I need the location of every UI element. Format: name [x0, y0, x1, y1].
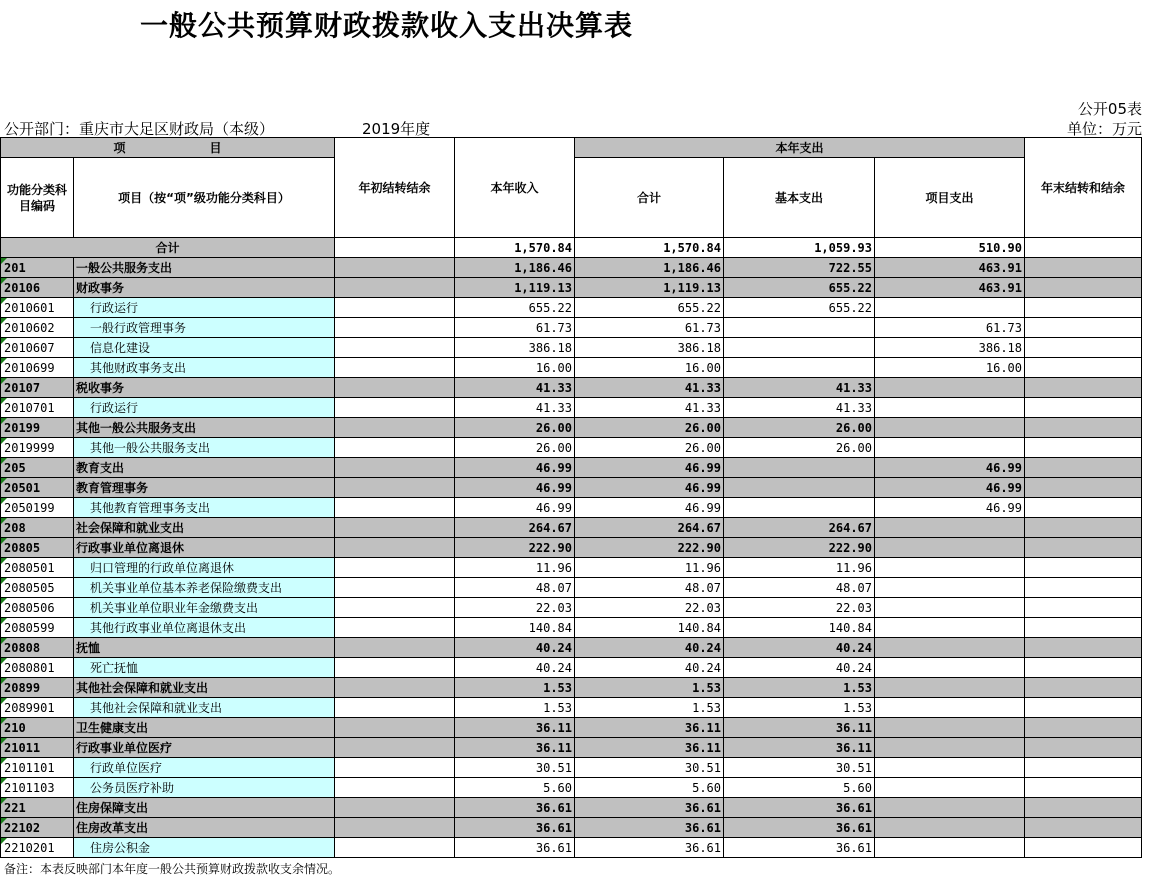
- table-row: [1, 558, 1142, 578]
- budget-table: [0, 137, 1142, 858]
- row-project: [875, 398, 1025, 418]
- row-exp-total: 46.99: [575, 458, 724, 478]
- row-income: 46.99: [455, 478, 575, 498]
- row-income: 41.33: [455, 378, 575, 398]
- row-code: 2210201: [1, 838, 74, 858]
- table-row: [1, 738, 1142, 758]
- row-end: [1025, 758, 1142, 778]
- row-basic: 26.00: [724, 418, 875, 438]
- table-row: [1, 618, 1142, 638]
- row-exp-total: 36.61: [575, 818, 724, 838]
- row-code: 2010699: [1, 358, 74, 378]
- row-name: 死亡抚恤: [74, 658, 335, 678]
- row-end: [1025, 498, 1142, 518]
- row-code: 20808: [1, 638, 74, 658]
- row-income: 26.00: [455, 438, 575, 458]
- row-basic: 140.84: [724, 618, 875, 638]
- row-begin: [335, 598, 455, 618]
- table-row: [1, 698, 1142, 718]
- header-begin-balance: 年初结转结余: [335, 138, 455, 238]
- row-exp-total: 61.73: [575, 318, 724, 338]
- footnote: 备注：本表反映部门本年度一般公共预算财政拨款收支余情况。: [4, 862, 341, 876]
- row-code: 21011: [1, 738, 74, 758]
- row-income: 46.99: [455, 498, 575, 518]
- row-code: 2101103: [1, 778, 74, 798]
- row-begin: [335, 338, 455, 358]
- table-row: [1, 478, 1142, 498]
- row-exp-total: 36.61: [575, 798, 724, 818]
- table-row: [1, 578, 1142, 598]
- row-code: 22102: [1, 818, 74, 838]
- row-code: 205: [1, 458, 74, 478]
- row-basic: [724, 358, 875, 378]
- row-begin: [335, 538, 455, 558]
- row-code: 20899: [1, 678, 74, 698]
- row-begin: [335, 618, 455, 638]
- row-income: 5.60: [455, 778, 575, 798]
- row-begin: [335, 658, 455, 678]
- row-basic: 48.07: [724, 578, 875, 598]
- row-income: 30.51: [455, 758, 575, 778]
- row-basic: 5.60: [724, 778, 875, 798]
- row-end: [1025, 438, 1142, 458]
- row-project: [875, 838, 1025, 858]
- row-end: [1025, 278, 1142, 298]
- row-end: [1025, 818, 1142, 838]
- header-basic: 基本支出: [724, 158, 875, 238]
- row-project: [875, 598, 1025, 618]
- row-end: [1025, 298, 1142, 318]
- row-name: 社会保障和就业支出: [74, 518, 335, 538]
- header-item: 项 目: [1, 138, 335, 158]
- row-basic: 264.67: [724, 518, 875, 538]
- row-end: [1025, 618, 1142, 638]
- row-basic: [724, 498, 875, 518]
- row-exp-total: 26.00: [575, 418, 724, 438]
- total-begin: [335, 238, 455, 258]
- header-func-code: 功能分类科目编码: [1, 158, 74, 238]
- row-code: 2080801: [1, 658, 74, 678]
- row-income: 26.00: [455, 418, 575, 438]
- row-code: 2010601: [1, 298, 74, 318]
- row-code: 20106: [1, 278, 74, 298]
- row-code: 2010607: [1, 338, 74, 358]
- row-name: 其他财政事务支出: [74, 358, 335, 378]
- row-exp-total: 5.60: [575, 778, 724, 798]
- row-name: 机关事业单位基本养老保险缴费支出: [74, 578, 335, 598]
- table-row: [1, 358, 1142, 378]
- row-project: [875, 698, 1025, 718]
- row-begin: [335, 838, 455, 858]
- row-name: 住房改革支出: [74, 818, 335, 838]
- row-project: [875, 298, 1025, 318]
- row-project: [875, 538, 1025, 558]
- row-income: 1,119.13: [455, 278, 575, 298]
- row-code: 2010701: [1, 398, 74, 418]
- row-name: 抚恤: [74, 638, 335, 658]
- row-begin: [335, 638, 455, 658]
- row-begin: [335, 458, 455, 478]
- row-begin: [335, 498, 455, 518]
- row-basic: 1.53: [724, 698, 875, 718]
- table-row: [1, 518, 1142, 538]
- row-basic: 722.55: [724, 258, 875, 278]
- table-row: [1, 418, 1142, 438]
- row-project: [875, 618, 1025, 638]
- row-code: 20107: [1, 378, 74, 398]
- row-exp-total: 40.24: [575, 638, 724, 658]
- row-name: 住房公积金: [74, 838, 335, 858]
- row-project: 46.99: [875, 458, 1025, 478]
- row-code: 2080599: [1, 618, 74, 638]
- row-income: 655.22: [455, 298, 575, 318]
- row-name: 其他一般公共服务支出: [74, 418, 335, 438]
- row-begin: [335, 798, 455, 818]
- row-income: 16.00: [455, 358, 575, 378]
- table-row: [1, 378, 1142, 398]
- row-exp-total: 22.03: [575, 598, 724, 618]
- total-income: 1,570.84: [455, 238, 575, 258]
- row-code: 201: [1, 258, 74, 278]
- row-code: 2010602: [1, 318, 74, 338]
- total-end: [1025, 238, 1142, 258]
- row-end: [1025, 698, 1142, 718]
- row-begin: [335, 758, 455, 778]
- row-income: 61.73: [455, 318, 575, 338]
- row-exp-total: 26.00: [575, 438, 724, 458]
- row-income: 140.84: [455, 618, 575, 638]
- row-name: 其他教育管理事务支出: [74, 498, 335, 518]
- row-project: 16.00: [875, 358, 1025, 378]
- row-income: 386.18: [455, 338, 575, 358]
- row-begin: [335, 278, 455, 298]
- row-code: 221: [1, 798, 74, 818]
- row-exp-total: 41.33: [575, 398, 724, 418]
- row-end: [1025, 358, 1142, 378]
- header-end-balance: 年末结转和结余: [1025, 138, 1142, 238]
- table-row: [1, 818, 1142, 838]
- row-end: [1025, 518, 1142, 538]
- header-item-name: 项目（按“项”级功能分类科目）: [74, 158, 335, 238]
- row-income: 36.61: [455, 818, 575, 838]
- row-income: 36.61: [455, 838, 575, 858]
- row-exp-total: 36.11: [575, 738, 724, 758]
- total-exp-total: 1,570.84: [575, 238, 724, 258]
- row-basic: 36.11: [724, 718, 875, 738]
- row-name: 税收事务: [74, 378, 335, 398]
- row-project: [875, 578, 1025, 598]
- row-begin: [335, 738, 455, 758]
- row-begin: [335, 678, 455, 698]
- row-code: 2080501: [1, 558, 74, 578]
- row-project: [875, 438, 1025, 458]
- row-project: [875, 518, 1025, 538]
- row-code: 210: [1, 718, 74, 738]
- row-project: 463.91: [875, 278, 1025, 298]
- row-name: 机关事业单位职业年金缴费支出: [74, 598, 335, 618]
- row-project: [875, 778, 1025, 798]
- row-project: [875, 558, 1025, 578]
- row-end: [1025, 418, 1142, 438]
- row-exp-total: 1.53: [575, 678, 724, 698]
- row-end: [1025, 558, 1142, 578]
- department-label: 公开部门：重庆市大足区财政局（本级）: [4, 120, 275, 138]
- row-begin: [335, 298, 455, 318]
- row-begin: [335, 518, 455, 538]
- row-begin: [335, 438, 455, 458]
- row-income: 36.11: [455, 738, 575, 758]
- row-end: [1025, 318, 1142, 338]
- row-name: 行政运行: [74, 298, 335, 318]
- row-code: 20199: [1, 418, 74, 438]
- row-basic: 26.00: [724, 438, 875, 458]
- row-project: 386.18: [875, 338, 1025, 358]
- row-name: 其他行政事业单位离退休支出: [74, 618, 335, 638]
- row-code: 2050199: [1, 498, 74, 518]
- row-name: 一般公共服务支出: [74, 258, 335, 278]
- row-income: 22.03: [455, 598, 575, 618]
- row-end: [1025, 838, 1142, 858]
- row-name: 住房保障支出: [74, 798, 335, 818]
- row-income: 264.67: [455, 518, 575, 538]
- row-name: 其他一般公共服务支出: [74, 438, 335, 458]
- table-row: [1, 758, 1142, 778]
- table-row: [1, 438, 1142, 458]
- row-begin: [335, 718, 455, 738]
- row-begin: [335, 258, 455, 278]
- row-income: 48.07: [455, 578, 575, 598]
- row-project: [875, 758, 1025, 778]
- row-income: 222.90: [455, 538, 575, 558]
- row-exp-total: 36.61: [575, 838, 724, 858]
- row-exp-total: 655.22: [575, 298, 724, 318]
- row-exp-total: 1.53: [575, 698, 724, 718]
- row-begin: [335, 318, 455, 338]
- row-income: 1.53: [455, 698, 575, 718]
- row-project: [875, 678, 1025, 698]
- row-project: 61.73: [875, 318, 1025, 338]
- row-end: [1025, 458, 1142, 478]
- row-exp-total: 1,119.13: [575, 278, 724, 298]
- row-name: 信息化建设: [74, 338, 335, 358]
- row-end: [1025, 598, 1142, 618]
- row-exp-total: 46.99: [575, 498, 724, 518]
- row-exp-total: 46.99: [575, 478, 724, 498]
- table-row: [1, 278, 1142, 298]
- row-exp-total: 264.67: [575, 518, 724, 538]
- row-basic: 40.24: [724, 638, 875, 658]
- row-exp-total: 11.96: [575, 558, 724, 578]
- row-exp-total: 30.51: [575, 758, 724, 778]
- row-basic: 40.24: [724, 658, 875, 678]
- row-name: 一般行政管理事务: [74, 318, 335, 338]
- row-end: [1025, 638, 1142, 658]
- row-basic: 655.22: [724, 278, 875, 298]
- row-code: 20501: [1, 478, 74, 498]
- row-begin: [335, 818, 455, 838]
- row-exp-total: 222.90: [575, 538, 724, 558]
- row-begin: [335, 398, 455, 418]
- row-code: 20805: [1, 538, 74, 558]
- row-code: 2089901: [1, 698, 74, 718]
- row-basic: [724, 338, 875, 358]
- row-name: 行政运行: [74, 398, 335, 418]
- row-project: [875, 378, 1025, 398]
- row-end: [1025, 378, 1142, 398]
- table-row: [1, 398, 1142, 418]
- row-basic: 222.90: [724, 538, 875, 558]
- row-begin: [335, 378, 455, 398]
- row-basic: 36.61: [724, 818, 875, 838]
- total-label: 合计: [1, 238, 335, 258]
- row-exp-total: 48.07: [575, 578, 724, 598]
- row-name: 归口管理的行政单位离退休: [74, 558, 335, 578]
- table-row: [1, 718, 1142, 738]
- header-expense: 本年支出: [575, 138, 1025, 158]
- row-name: 教育支出: [74, 458, 335, 478]
- table-row: [1, 638, 1142, 658]
- total-project: 510.90: [875, 238, 1025, 258]
- table-row: [1, 318, 1142, 338]
- table-row: [1, 258, 1142, 278]
- row-name: 教育管理事务: [74, 478, 335, 498]
- row-name: 行政事业单位离退休: [74, 538, 335, 558]
- table-row: [1, 778, 1142, 798]
- row-income: 11.96: [455, 558, 575, 578]
- row-income: 40.24: [455, 658, 575, 678]
- header-exp-total: 合计: [575, 158, 724, 238]
- row-code: 2080506: [1, 598, 74, 618]
- row-basic: 22.03: [724, 598, 875, 618]
- row-exp-total: 36.11: [575, 718, 724, 738]
- row-project: [875, 718, 1025, 738]
- page-title: 一般公共预算财政拨款收入支出决算表: [140, 9, 634, 42]
- row-income: 41.33: [455, 398, 575, 418]
- row-code: 2080505: [1, 578, 74, 598]
- row-exp-total: 140.84: [575, 618, 724, 638]
- row-end: [1025, 678, 1142, 698]
- row-begin: [335, 698, 455, 718]
- table-row: [1, 838, 1142, 858]
- table-row: [1, 538, 1142, 558]
- row-basic: 36.11: [724, 738, 875, 758]
- row-begin: [335, 418, 455, 438]
- row-code: 208: [1, 518, 74, 538]
- unit-label: 单位：万元: [1066, 120, 1142, 138]
- row-end: [1025, 338, 1142, 358]
- row-income: 1,186.46: [455, 258, 575, 278]
- row-basic: 11.96: [724, 558, 875, 578]
- row-name: 行政单位医疗: [74, 758, 335, 778]
- row-name: 其他社会保障和就业支出: [74, 698, 335, 718]
- row-basic: 41.33: [724, 398, 875, 418]
- row-income: 1.53: [455, 678, 575, 698]
- row-basic: 30.51: [724, 758, 875, 778]
- row-name: 卫生健康支出: [74, 718, 335, 738]
- row-income: 36.61: [455, 798, 575, 818]
- table-row: [1, 338, 1142, 358]
- row-project: [875, 418, 1025, 438]
- row-income: 40.24: [455, 638, 575, 658]
- header-project: 项目支出: [875, 158, 1025, 238]
- row-exp-total: 41.33: [575, 378, 724, 398]
- fiscal-year: 2019年度: [362, 120, 431, 138]
- row-code: 2101101: [1, 758, 74, 778]
- row-exp-total: 1,186.46: [575, 258, 724, 278]
- row-exp-total: 386.18: [575, 338, 724, 358]
- row-project: 46.99: [875, 498, 1025, 518]
- row-name: 公务员医疗补助: [74, 778, 335, 798]
- row-end: [1025, 478, 1142, 498]
- table-row: [1, 658, 1142, 678]
- row-basic: [724, 458, 875, 478]
- row-end: [1025, 398, 1142, 418]
- row-code: 2019999: [1, 438, 74, 458]
- table-row: [1, 298, 1142, 318]
- row-project: [875, 658, 1025, 678]
- row-basic: [724, 478, 875, 498]
- row-end: [1025, 718, 1142, 738]
- row-project: [875, 638, 1025, 658]
- row-basic: 36.61: [724, 838, 875, 858]
- row-begin: [335, 578, 455, 598]
- total-basic: 1,059.93: [724, 238, 875, 258]
- row-income: 36.11: [455, 718, 575, 738]
- row-basic: 1.53: [724, 678, 875, 698]
- row-end: [1025, 798, 1142, 818]
- row-project: 463.91: [875, 258, 1025, 278]
- row-exp-total: 40.24: [575, 658, 724, 678]
- row-begin: [335, 478, 455, 498]
- row-name: 其他社会保障和就业支出: [74, 678, 335, 698]
- row-basic: 655.22: [724, 298, 875, 318]
- table-row: [1, 498, 1142, 518]
- table-row: [1, 678, 1142, 698]
- total-row: [1, 238, 1142, 258]
- row-project: [875, 798, 1025, 818]
- table-number: 公开05表: [1077, 100, 1142, 118]
- row-name: 行政事业单位医疗: [74, 738, 335, 758]
- table-row: [1, 598, 1142, 618]
- row-begin: [335, 358, 455, 378]
- row-begin: [335, 778, 455, 798]
- row-basic: 36.61: [724, 798, 875, 818]
- header-income: 本年收入: [455, 138, 575, 238]
- row-basic: [724, 318, 875, 338]
- row-begin: [335, 558, 455, 578]
- row-end: [1025, 258, 1142, 278]
- table-row: [1, 458, 1142, 478]
- row-end: [1025, 778, 1142, 798]
- row-end: [1025, 738, 1142, 758]
- row-exp-total: 16.00: [575, 358, 724, 378]
- row-end: [1025, 538, 1142, 558]
- row-project: 46.99: [875, 478, 1025, 498]
- row-end: [1025, 578, 1142, 598]
- row-name: 财政事务: [74, 278, 335, 298]
- row-end: [1025, 658, 1142, 678]
- table-row: [1, 798, 1142, 818]
- row-income: 46.99: [455, 458, 575, 478]
- row-project: [875, 818, 1025, 838]
- row-project: [875, 738, 1025, 758]
- row-basic: 41.33: [724, 378, 875, 398]
